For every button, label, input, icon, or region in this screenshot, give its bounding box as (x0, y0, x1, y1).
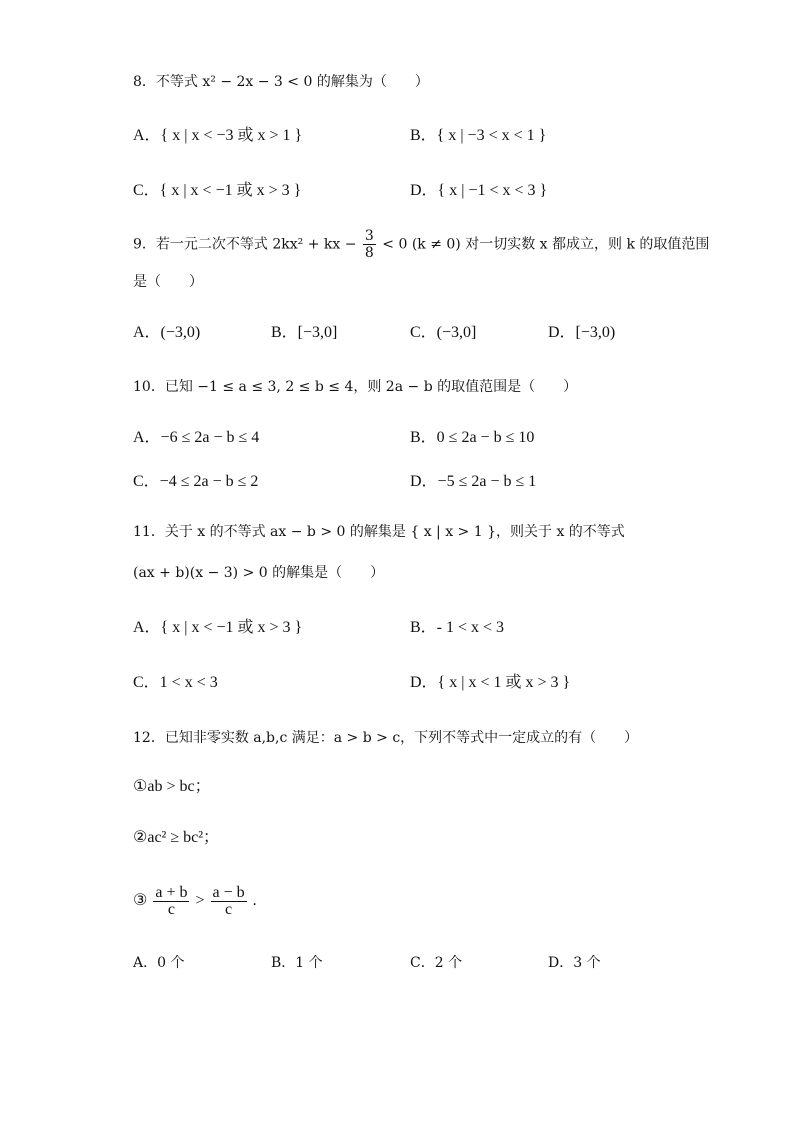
q11-stem-line2: (ax + b)(x − 3) > 0 的解集是（ ） (133, 565, 385, 581)
q12-item-3-prefix: ③ (133, 892, 148, 910)
q10-option-c: C．−4 ≤ 2a − b ≤ 2 (133, 473, 259, 490)
q9-stem-pre: 9．若一元二次不等式 2kx² + kx − (133, 236, 357, 253)
q12-option-d: D．3 个 (548, 955, 601, 971)
q9-fraction-numerator: 3 (364, 228, 374, 244)
q12-item-1: ①ab > bc； (133, 778, 211, 795)
q11-option-d: D．{ x | x < 1 或 x > 3 } (410, 674, 571, 691)
q12-fraction-1-numerator: a + b (155, 884, 188, 901)
q9-option-a: A．(−3,0) (133, 324, 201, 341)
q8-stem: 8．不等式 x² − 2x − 3 < 0 的解集为（ ） (133, 74, 429, 90)
q9-fraction (363, 228, 376, 261)
q12-option-a: A．0 个 (133, 955, 185, 971)
q12-option-b: B．1 个 (271, 955, 323, 971)
q12-fraction-1 (153, 885, 189, 918)
q9-option-d: D．[−3,0) (548, 324, 616, 341)
q10-stem: 10．已知 −1 ≤ a ≤ 3, 2 ≤ b ≤ 4，则 2a − b 的取值范围是（ ） (133, 379, 578, 395)
q9-stem-post: < 0 (k ≠ 0) 对一切实数 x 都成立，则 k 的取值范围 (382, 236, 710, 253)
q12-stem: 12．已知非零实数 a,b,c 满足：a > b > c，下列不等式中一定成立的有（ ） (133, 730, 639, 746)
q12-option-c: C．2 个 (410, 955, 463, 971)
q10-option-b: B．0 ≤ 2a − b ≤ 10 (410, 429, 535, 446)
q11-option-a: A．{ x | x < −1 或 x > 3 } (133, 619, 303, 636)
q12-fraction-2-denominator: c (225, 901, 233, 918)
q8-option-c: C．{ x | x < −1 或 x > 3 } (133, 182, 302, 199)
q9-stem-line2: 是（ ） (133, 274, 203, 290)
q12-fraction-1-denominator: c (167, 901, 175, 918)
q12-item-3 (133, 885, 257, 918)
q12-item-2: ②ac² ≥ bc²； (133, 829, 220, 846)
q10-option-a: A．−6 ≤ 2a − b ≤ 4 (133, 429, 260, 446)
q11-option-c: C．1 < x < 3 (133, 674, 218, 691)
q10-option-d: D．−5 ≤ 2a − b ≤ 1 (410, 473, 537, 490)
q8-option-b: B．{ x | −3 < x < 1 } (410, 127, 547, 144)
q9-option-c: C．(−3,0] (410, 324, 477, 341)
q8-option-d: D．{ x | −1 < x < 3 } (410, 182, 548, 199)
q11-option-b: B．- 1 < x < 3 (410, 619, 505, 636)
q9-stem (133, 228, 709, 261)
q11-stem-line1: 11．关于 x 的不等式 ax − b > 0 的解集是 { x | x > 1 }，则关于 x 的不等式 (133, 524, 625, 540)
q12-fraction-2 (211, 885, 247, 918)
q12-greater-than: > (195, 892, 205, 910)
q9-option-b: B．[−3,0] (271, 324, 338, 341)
q9-fraction-denominator: 8 (364, 245, 374, 261)
q8-option-a: A．{ x | x < −3 或 x > 1 } (133, 127, 303, 144)
q12-fraction-2-numerator: a − b (212, 884, 245, 901)
q12-item-3-suffix: . (252, 892, 257, 910)
